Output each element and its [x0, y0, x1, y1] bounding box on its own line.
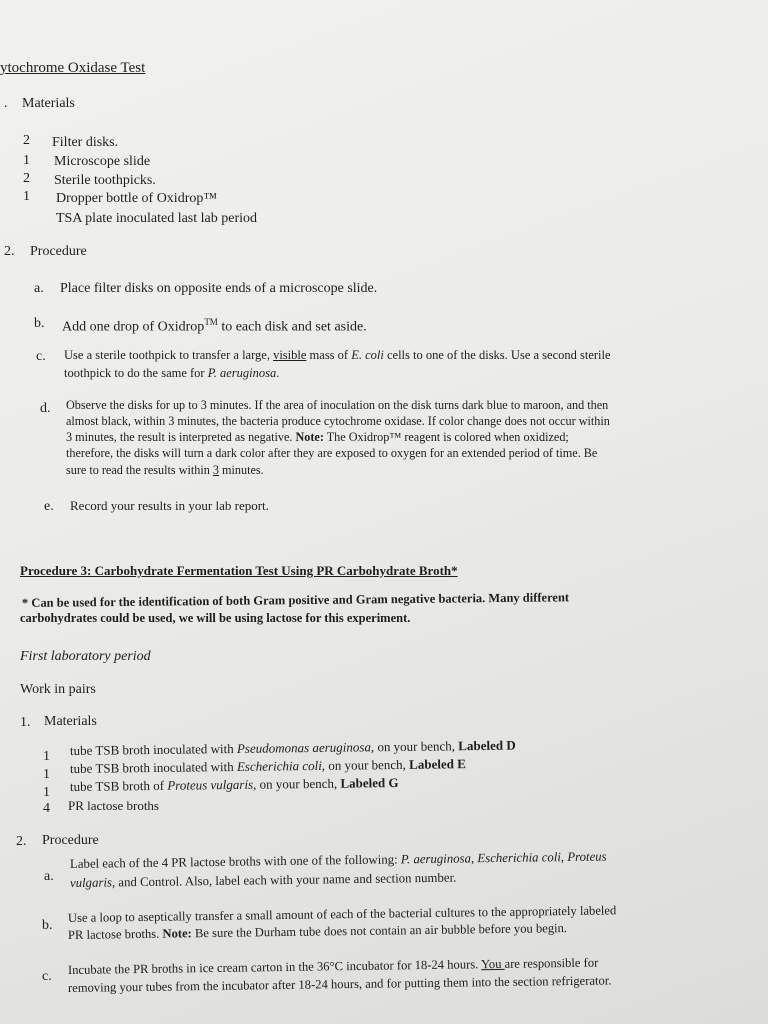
step-text-part: to each disk and set aside. [217, 319, 367, 335]
text-run: tube TSB broth inoculated with [69, 740, 238, 758]
material-item: TSA plate inoculated last lab period [56, 211, 258, 226]
species-name: Proteus vulgaris, [167, 776, 257, 793]
material-qty: 2 [23, 171, 30, 186]
step-text: almost black, within 3 minutes, the bacteria produce cytochrome oxidase. If color change does not occur within [66, 414, 610, 428]
text-run: mass of [306, 348, 352, 362]
text-run: Be sure the Durham tube does not contain an air bubble before you begin. [191, 921, 568, 941]
step-letter: d. [40, 401, 51, 416]
material-qty: 1 [23, 153, 30, 168]
material-qty: 2 [23, 133, 30, 148]
step-text: Record your results in your lab report. [70, 498, 269, 513]
species-name: Escherichia coli, [236, 757, 326, 774]
step-text: therefore, the disks will turn a dark color after they are exposed to oxygen for an extended period of time. Be [66, 446, 598, 460]
procedure-number: 2. [4, 244, 15, 259]
step-text-part: Add one drop of Oxidrop [62, 319, 205, 335]
species-name: P. aeruginosa [207, 366, 277, 380]
step-text: Observe the disks for up to 3 minutes. If the area of inoculation on the disk turns dark blue to maroon, and then [66, 398, 609, 412]
text-run: Label each of the 4 PR lactose broths with one of the following: [69, 852, 401, 871]
species-name: E. coli [351, 348, 384, 362]
work-in-pairs: Work in pairs [20, 682, 96, 697]
text-run: on your bench, [324, 756, 410, 773]
step-text [66, 430, 569, 445]
section-title: ytochrome Oxidase Test [0, 60, 146, 76]
text-run: Incubate the PR broths in ice cream carton in the 36°C incubator for 18-24 hours. [67, 957, 482, 977]
text-run: on your bench, [374, 738, 459, 755]
text-run: toothpick to do the same for [64, 366, 208, 380]
text-run: The Oxidrop™ reagent is colored when oxidized; [323, 430, 569, 444]
step-text: Use a loop to aseptically transfer a small amount of each of the bacterial cultures to the appropriately labeled [67, 903, 617, 925]
procedure-heading: Procedure [42, 833, 99, 848]
note-label: Note: [295, 430, 324, 444]
note-label: Note: [162, 926, 192, 941]
step-letter: e. [44, 499, 54, 514]
tube-label: Labeled D [458, 737, 516, 754]
procedure-heading: Procedure [30, 244, 87, 259]
material-item: Microscope slide [54, 154, 151, 169]
note-line: carbohydrates could be used, we will be using lactose for this experiment. [20, 611, 411, 625]
text-run: tube TSB broth inoculated with [69, 758, 238, 776]
emphasis-visible: visible [273, 348, 307, 362]
text-run: are responsible for [504, 955, 599, 971]
step-letter: a. [34, 281, 44, 296]
materials-marker: . [4, 96, 8, 111]
material-item [70, 774, 399, 795]
heading-star: * [451, 563, 458, 578]
trademark-mark: TM [204, 317, 218, 327]
step-letter: c. [36, 349, 46, 364]
species-names: P. aeruginosa, Escherichia coli, Proteus [400, 849, 607, 867]
material-qty: 4 [43, 801, 50, 816]
material-qty: 1 [43, 749, 50, 764]
step-text [70, 849, 607, 873]
material-item: PR lactose broths [68, 798, 159, 813]
text-run: minutes. [219, 463, 264, 477]
step-text [64, 348, 611, 363]
text-run: and Control. Also, label each with your name and section number. [115, 870, 457, 890]
first-lab-period: First laboratory period [20, 649, 151, 664]
tube-label: Labeled E [409, 756, 466, 772]
emphasis-3: 3 [212, 463, 219, 477]
emphasis-you: You [480, 956, 505, 972]
material-item [70, 755, 466, 777]
materials-heading: Materials [44, 714, 97, 729]
step-text: Place filter disks on opposite ends of a microscope slide. [60, 281, 378, 296]
text-run: . [276, 366, 280, 380]
text-run: sure to read the results within [66, 463, 213, 477]
step-letter: a. [44, 869, 54, 884]
text-run: tube TSB broth of [69, 777, 168, 794]
materials-number: 1. [20, 715, 31, 730]
text-run: cells to one of the disks. Use a second sterile [383, 348, 611, 362]
step-text [70, 870, 457, 892]
note-line: * Can be used for the identification of both Gram positive and Gram negative bacteria. Many different [21, 590, 570, 610]
step-letter: b. [34, 316, 45, 331]
procedure-number: 2. [16, 834, 27, 849]
material-item: Filter disks. [52, 135, 119, 150]
step-text: removing your tubes from the incubator after 18-24 hours, and for putting them into the section refrigerator. [67, 973, 612, 995]
text-run: on your bench, [256, 775, 341, 792]
tube-label: Labeled G [340, 774, 399, 791]
step-letter: b. [42, 918, 53, 933]
step-text [64, 366, 279, 381]
material-qty: 1 [23, 189, 30, 204]
procedure-3-heading [20, 562, 458, 579]
heading-text: Procedure 3: Carbohydrate Fermentation Test Using PR Carbohydrate Broth [20, 563, 452, 578]
material-qty: 1 [43, 767, 50, 782]
materials-heading: Materials [22, 96, 75, 111]
step-text [66, 463, 264, 478]
species-name: Pseudomonas aeruginosa, [236, 739, 375, 756]
material-qty: 1 [43, 785, 50, 800]
step-letter: c. [42, 969, 52, 984]
text-run: PR lactose broths. [67, 926, 163, 942]
text-run: 3 minutes, the result is interpreted as negative. [66, 430, 296, 444]
material-item: Sterile toothpicks. [54, 173, 156, 188]
step-text [62, 314, 367, 336]
text-run: Use a sterile toothpick to transfer a large, [64, 348, 274, 362]
species-name: vulgaris, [69, 875, 116, 890]
material-item: Dropper bottle of Oxidrop™ [56, 191, 218, 206]
